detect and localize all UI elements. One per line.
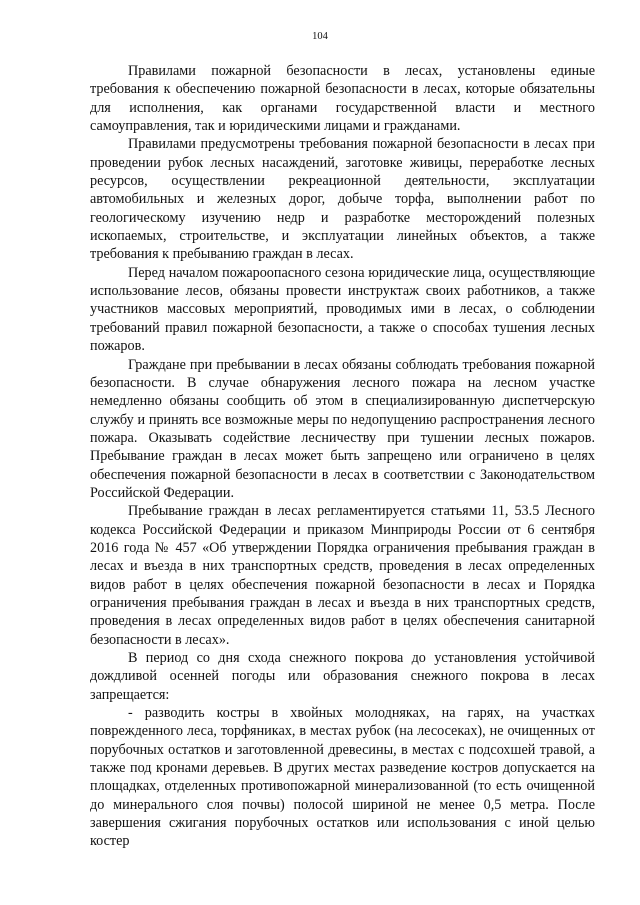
page-number: 104 <box>312 31 328 42</box>
paragraph: Правилами предусмотрены требования пожарной безопасности в лесах при проведении рубок лесных насаждений, заготовке живицы, переработке лесных ресурсов, осуществлении рекреационной деятельности, эксплуатации автомобильных и железных дорог, добыче торфа, выполнении работ по геологическому изучению недр и разработке месторождений полезных ископаемых, строительстве, и эксплуатации линейных объектов, а также требования к пребыванию граждан в лесах. <box>90 136 595 263</box>
paragraph: В период со дня схода снежного покрова до установления устойчивой дождливой осенней погоды или образования снежного покрова в лесах запрещается: <box>90 650 595 703</box>
paragraph: - разводить костры в хвойных молодняках, на гарях, на участках поврежденного леса, торфяниках, в местах рубок (на лесосеках), не очищенных от порубочных остатков и заготовленной древесины, в местах с подсохшей травой, а также под кронами деревьев. В других местах разведение костров допускается на площадках, отделенных противопожарной минерализованной (то есть очищенной до минерального слоя почвы) полосой шириной не менее 0,5 метра. После завершения сжигания порубочных остатков или использования с иной целью костер <box>90 705 595 850</box>
paragraph: Правилами пожарной безопасности в лесах, установлены единые требования к обеспечению пожарной безопасности в лесах, которые обязательны для исполнения, как органами государственной власти и местного самоуправления, так и юридическими лицами и гражданами. <box>90 63 595 135</box>
paragraph: Перед началом пожароопасного сезона юридические лица, осуществляющие использование лесов, обязаны провести инструктаж своих работников, а также участников массовых мероприятий, проводимых ими в лесах, о соблюдении требований правил пожарной безопасности, а также о способах тушения лесных пожаров. <box>90 264 595 355</box>
paragraph: Граждане при пребывании в лесах обязаны соблюдать требования пожарной безопасности. В случае обнаружения лесного пожара на лесном участке немедленно обязаны сообщить об этом в специализированную диспетчерскую службу и принять все возможные меры по недопущению распространения лесного пожара. Оказывать содействие лесничеству при тушении лесных пожаров. Пребывание граждан в лесах может быть запрещено или ограничено в целях обеспечения пожарной безопасности в лесах в соответствии с Законодательством Российской Федерации. <box>90 356 595 501</box>
body-text <box>90 62 595 851</box>
paragraph: Пребывание граждан в лесах регламентируется статьями 11, 53.5 Лесного кодекса Российской Федерации и приказом Минприроды России от 6 сентября 2016 года № 457 «Об утверждении Порядка ограничения пребывания граждан в лесах и въезда в них транспортных средств, проведения в лесах определенных видов работ в целях обеспечения пожарной безопасности в лесах и Порядка ограничения пребывания граждан в лесах и въезда в них транспортных средств, проведения в лесах определенных видов работ в целях обеспечения санитарной безопасности в лесах». <box>90 503 595 648</box>
